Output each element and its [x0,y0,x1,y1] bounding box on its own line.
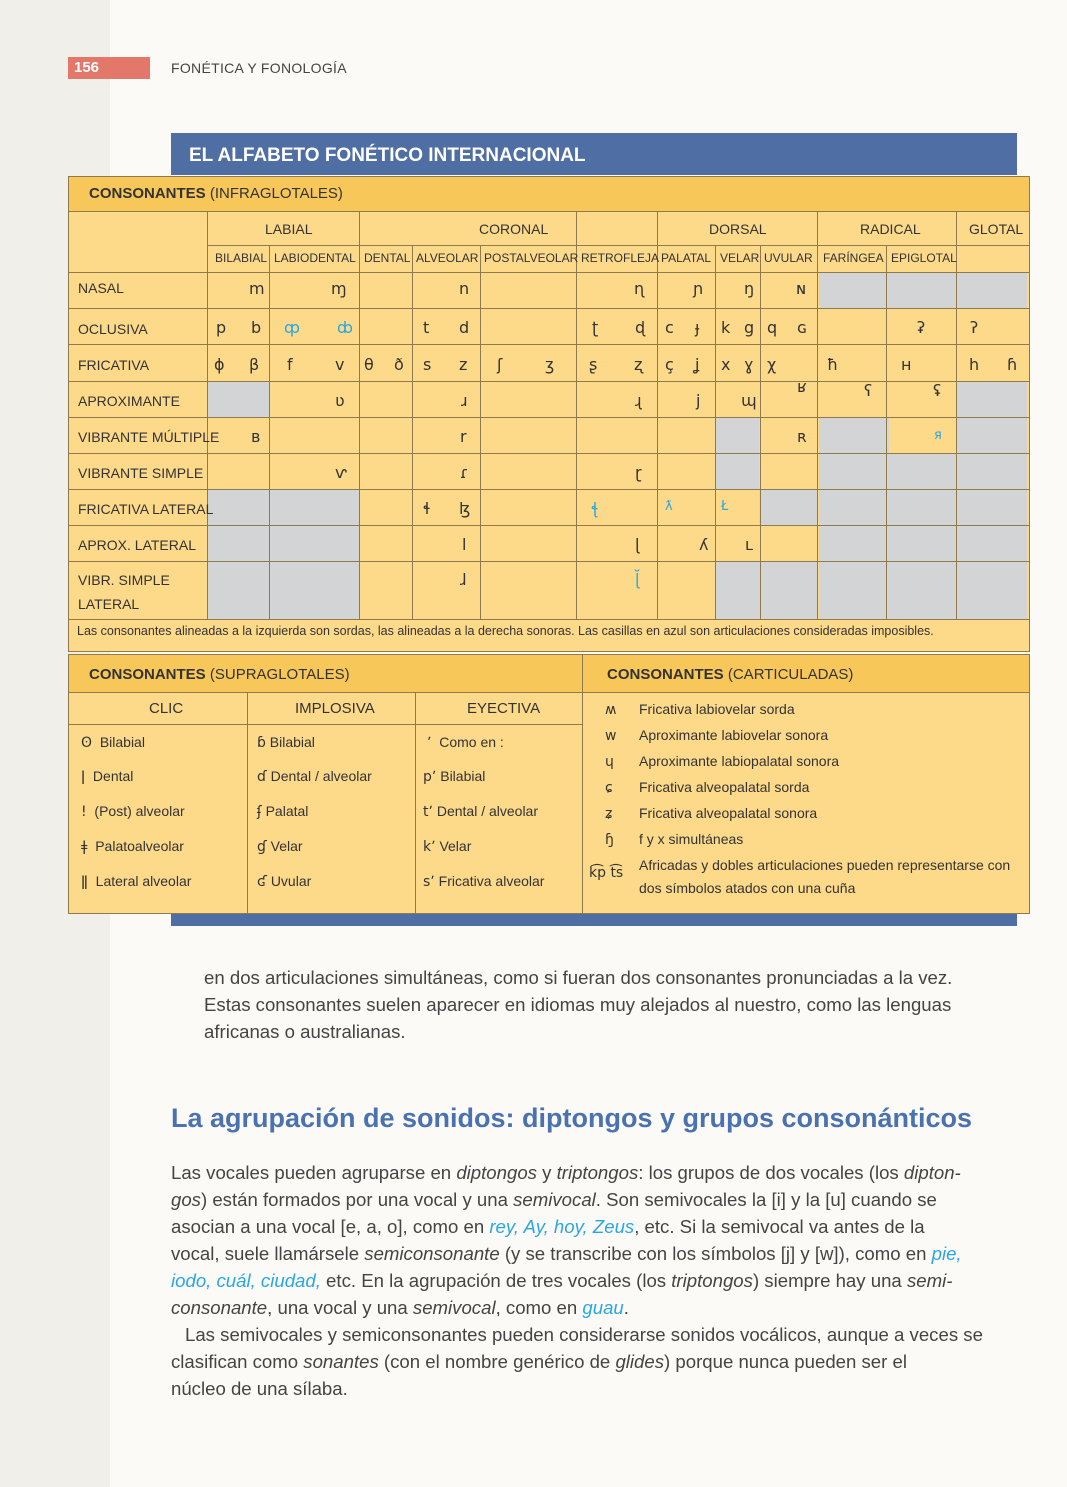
ipa-symbol: ȸ [337,318,353,337]
place-palatal: PALATAL [661,251,712,265]
ipa-symbol: ʋ [335,391,345,410]
group-radical: RADICAL [860,221,921,237]
ipa-symbol: d [459,318,470,337]
ipa-symbol: v [335,355,345,374]
ipa-symbol: k [721,318,731,337]
ipa-symbol: p [216,318,227,337]
ipa-symbol: ɴ [796,279,807,298]
ipa-symbol: ʡ [917,318,926,337]
implosiva-row: ʄ Palatal [257,803,309,820]
manner-vibrante-simple: VIBRANTE SIMPLE [78,465,204,481]
manner-lateral: LATERAL [78,596,140,612]
clic-row: ǀ Dental [81,768,134,785]
eyectiva-row: tʼ Dental / alveolar [423,803,539,820]
infraglotal-table [68,176,1030,652]
implosiva-row: ɗ Dental / alveolar [257,768,372,785]
eyectiva-row: kʼ Velar [423,838,472,855]
ipa-symbol: h [969,355,980,374]
ipa-symbol: ʈ [592,318,599,337]
ipa-symbol: ħ [827,355,839,374]
carti-label: Fricativa alveopalatal sonora [639,805,818,821]
clic-row: ǁ Lateral alveolar [81,873,192,890]
implosiva-row: ʛ Uvular [257,873,312,890]
clic-row: ǂ Palatoalveolar [81,838,184,855]
ipa-symbol: ɕ [605,780,613,796]
page-number: 156 [68,57,150,79]
manner-oclusiva: OCLUSIVA [78,321,148,337]
carticuladas-table [583,654,1030,914]
ipa-symbol: ʀ [797,427,807,446]
ipa-symbol: ɲ [693,279,704,298]
carti-label: Aproximante labiopalatal sonora [639,753,840,769]
ipa-symbol: ʢ [933,381,942,400]
carti-label: f y x simultáneas [639,831,744,847]
ipa-symbol: β [249,355,260,374]
ipa-symbol: t [423,318,430,337]
ipa-symbol: ʍ [605,702,617,718]
ipa-symbol: ɽ [635,463,642,482]
place-alveolar: ALVEOLAR [416,251,479,265]
ipa-symbol: ȹ [284,318,300,337]
ipa-symbol: ɦ [1007,355,1018,374]
ipa-symbol: ʟ [745,535,754,554]
ipa-symbol: ɮ [459,499,471,518]
place-epiglotal: EPIGLOTAL [891,251,957,265]
ipa-symbol: ɧ [605,832,614,848]
place-velar: VELAR [720,251,760,265]
place-labiodental: LABIODENTAL [274,251,356,265]
ipa-symbol: ɳ [634,279,645,298]
ipa-symbol: я [934,428,942,443]
ipa-symbol: f [287,355,293,374]
place-postalveolar: POSTALVEOLAR [484,251,579,265]
ipa-symbol: w [605,728,617,744]
ipa-symbol: n [459,279,470,298]
ipa-symbol: ꞎ [591,499,599,518]
ipa-symbol: θ [364,355,374,374]
place-retrofleja: RETROFLEJA [581,251,660,265]
ipa-symbol: ⱱ [335,463,347,482]
ipa-symbol: s [423,355,432,374]
infraglotal-title: CONSONANTES (INFRAGLOTALES) [89,185,343,202]
ipa-symbol: ɭ̆ [635,570,640,589]
manner-fricativa: FRICATIVA [78,357,150,373]
eyectiva-row: pʼ Bilabial [423,768,486,785]
ipa-symbol: ð [394,355,404,374]
group-labial: LABIAL [265,221,313,237]
ipa-symbol: ƛ [665,499,673,514]
manner-fricativa-lateral: FRICATIVA LATERAL [78,501,214,517]
place-dental: DENTAL [364,251,411,265]
ipa-symbol: ʑ [605,806,613,822]
ipa-symbol: ɰ [741,391,757,410]
carti-label: Fricativa labiovelar sorda [639,701,795,717]
ipa-symbol: ɻ [635,391,642,410]
supraglotal-table [68,654,583,914]
ipa-symbol: ŋ [744,279,755,298]
box-bottom-bar [171,914,1017,926]
ipa-symbol: ɱ [331,279,347,298]
ipa-symbol: q [767,318,778,337]
eyectiva-row: ʼ Como en : [427,734,504,751]
ipa-symbol: ʎ [699,535,709,554]
carticuladas-title: CONSONANTES (CARTICULADAS) [607,666,854,683]
ipa-symbol: ɥ [605,754,614,770]
carti-label: Africadas y dobles articulaciones pueden representarse con [639,857,1011,873]
group-dorsal: DORSAL [709,221,767,237]
manner-aproximante: APROXIMANTE [78,393,180,409]
ipa-symbol: ʕ [864,381,873,400]
ipa-symbol: m [249,279,265,298]
ipa-symbol: k͡p t͡s [589,865,624,881]
ipa-symbol: z [459,355,468,374]
ipa-symbol: c [665,318,674,337]
ipa-symbol: b [251,318,262,337]
running-head: FONÉTICA Y FONOLOGÍA [171,60,347,76]
ipa-symbol: g [744,318,755,337]
place-uvular: UVULAR [764,251,813,265]
manner-aprox-lateral: APROX. LATERAL [78,537,197,553]
ipa-symbol: ʒ [545,355,555,374]
manner-nasal: NASAL [78,280,124,296]
ipa-symbol: ɾ [460,463,469,482]
carti-label: Aproximante labiovelar sonora [639,727,829,743]
ipa-symbol: l [462,535,467,554]
ipa-symbol: x [721,355,731,374]
place-bilabial: BILABIAL [215,251,268,265]
ipa-symbol: ç [665,355,674,374]
paragraph: Las vocales pueden agruparse en diptongos y triptongos: los grupos de dos vocales (los dipton- gos) están formados por una vocal y una semivocal. Son semivocales la [i] y la [u] cuando se asocian a una vocal [e, a, o], como en rey, Ay, hoy, Zeus, etc. Si la semivocal va antes de la vocal, suele llamársele semiconsonante (y se transcribe con los símbolos [j] y [w]), como en pie, iodo, cuál, ciudad, etc. En la agrupación de tres vocales (los triptongos) siempre hay una semi- consonante, una vocal y una semivocal, como en guau. Las semivocales y semiconsonantes pueden considerarse sonidos vocálicos, aunque a veces se clasifican como sonantes (con el nombre genérico de glides) porque nunca pueden ser el núcleo de una sílaba. [171,1162,983,1399]
paragraph: en dos articulaciones simultáneas, como si fueran dos consonantes pronunciadas a la vez. Estas consonantes suelen aparecer en idiomas muy alejados al nuestro, como las lenguas africanas o australianas. [204,967,953,1042]
carti-label: dos símbolos atados con una cuña [639,880,856,896]
supraglotal-title: CONSONANTES (SUPRAGLOTALES) [89,666,350,683]
ipa-symbol: ɖ [635,318,646,337]
table-note: Las consonantes alineadas a la izquierda son sordas, las alineadas a la derecha sonoras. Las casillas en azul son articulaciones consideradas imposibles. [77,624,934,638]
ipa-symbol: ɹ [461,391,468,410]
manner-vibr-simple: VIBR. SIMPLE [78,572,170,588]
carti-label: Fricativa alveopalatal sorda [639,779,810,795]
ipa-symbol: ʙ [251,427,261,446]
col-eyectiva: EYECTIVA [467,700,541,717]
ipa-symbol: ʜ [901,355,912,374]
group-glotal: GLOTAL [969,221,1024,237]
ipa-symbol: ɢ [797,318,808,337]
ipa-symbol: ɟ [695,318,700,337]
ipa-symbol: ɬ [423,499,431,518]
ipa-symbol: r [460,427,467,446]
ipa-symbol: ʔ [970,318,979,337]
implosiva-row: ɠ Velar [257,838,303,855]
ipa-symbol: ɭ [635,535,640,554]
ipa-symbol: ʁ [797,377,807,396]
place-faringea: FARÍNGEA [823,251,884,265]
clic-row: ! (Post) alveolar [81,803,185,820]
ipa-symbol: j [696,391,701,410]
ipa-symbol: Ł [721,499,729,514]
col-clic: CLIC [149,700,184,717]
box-title: EL ALFABETO FONÉTICO INTERNACIONAL [171,133,1017,175]
ipa-symbol: ʐ [634,355,643,374]
ipa-symbol: ʂ [589,355,598,374]
ipa-symbol: ʝ [695,355,700,374]
implosiva-row: ɓ Bilabial [257,734,315,751]
clic-row: ʘ Bilabial [81,734,145,751]
ipa-symbol: ʃ [497,355,503,374]
section-heading: La agrupación de sonidos: diptongos y grupos consonánticos [171,1103,973,1133]
ipa-symbol: ɸ [214,355,225,374]
ipa-symbol: ɺ [460,570,467,589]
group-coronal: CORONAL [479,221,549,237]
manner-vibrante-multiple: VIBRANTE MÚLTIPLE [78,429,220,445]
eyectiva-row: sʼ Fricativa alveolar [423,873,545,890]
ipa-symbol: ɣ [744,355,754,374]
col-implosiva: IMPLOSIVA [295,700,375,717]
ipa-symbol: χ [767,355,777,374]
